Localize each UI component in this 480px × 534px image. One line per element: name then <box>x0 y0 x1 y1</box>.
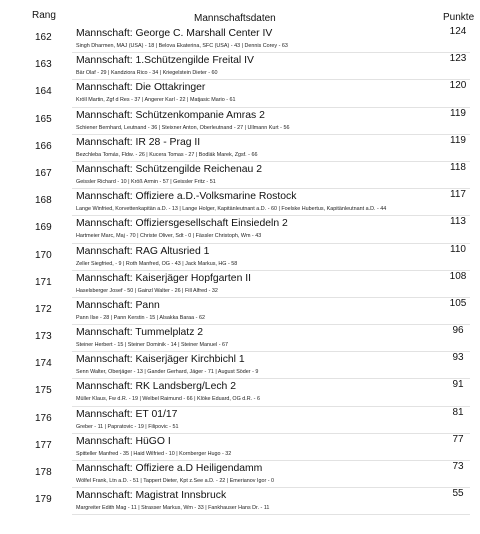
table-row <box>0 434 480 461</box>
rank-value: 164 <box>35 86 52 98</box>
points-value: 105 <box>449 297 467 309</box>
team-members: Müller Klaus, Fw d.R. - 19 | Welbel Raimund - 66 | Klöke Eduard, OG d.R. - 6 <box>76 396 260 403</box>
table-row <box>0 135 480 162</box>
team-members: Schiener Bernhard, Leutnand - 36 | Steixner Anton, Oberleutnand - 27 | Ullmann Kurt - 56 <box>76 124 290 131</box>
team-name: Mannschaft: RAG Altusried 1 <box>76 245 210 257</box>
table-row <box>0 298 480 325</box>
points-value: 55 <box>452 488 464 500</box>
team-name: Mannschaft: George C. Marshall Center IV <box>76 28 273 39</box>
team-members: Geissler Richard - 10 | Kröß Armin - 57 | Geissler Fritz - 51 <box>76 178 216 185</box>
team-members: Kröll Martin, Zgf d Res - 37 | Angerer Karl - 22 | Matjasic Mario - 61 <box>76 97 236 104</box>
team-members: Bezchleba Tomás, Fldw. - 26 | Kucera Tomas - 27 | Bodlák Marek, Zgsf. - 66 <box>76 151 258 158</box>
team-name: Mannschaft: Magistrat Innsbruck <box>76 490 227 502</box>
table-row <box>0 379 480 406</box>
points-value: 91 <box>452 379 464 391</box>
rank-value: 179 <box>35 494 52 506</box>
team-members: Pann Ilse - 28 | Pann Kerstin - 15 | Alsakka Baraa - 62 <box>76 314 205 321</box>
table-row <box>0 271 480 298</box>
team-members: Hartmeier Marc, Maj - 70 | Christe Oliver, Sdt - 0 | Fässler Christoph, Wm - 43 <box>76 233 262 240</box>
team-name: Mannschaft: HüGO I <box>76 435 171 447</box>
rank-value: 162 <box>35 32 52 43</box>
table-row <box>0 325 480 352</box>
team-members: Lange Winfried, Korvettenkapitän a.D. - 13 | Lange Holger, Kapitänleutnant a.D. - 60 | Foelske Hubertus, Kapitänleutnant a.D. - 44 <box>76 206 387 213</box>
team-members: Senn Walter, Oberjäger - 13 | Gander Gerhard, Jäger - 71 | August Söder - 9 <box>76 369 259 376</box>
team-name: Mannschaft: Tummelplatz 2 <box>76 327 204 339</box>
table-row <box>0 189 480 216</box>
rank-value: 177 <box>35 439 52 451</box>
points-value: 93 <box>452 352 464 364</box>
points-value: 108 <box>449 270 467 282</box>
points-value: 77 <box>452 433 464 445</box>
table-row <box>0 162 480 189</box>
rank-value: 174 <box>35 358 52 370</box>
rank-value: 170 <box>35 249 52 261</box>
team-name: Mannschaft: Schützengilde Reichenau 2 <box>76 163 262 175</box>
team-name: Mannschaft: ET 01/17 <box>76 408 178 420</box>
rank-value: 171 <box>35 276 52 288</box>
rank-value: 172 <box>35 303 52 315</box>
team-name: Mannschaft: Offiziersgesellschaft Einsiedeln 2 <box>76 218 288 230</box>
ranking-table <box>0 26 480 515</box>
table-row <box>0 352 480 379</box>
team-members: Spitteller Manfred - 35 | Haid Wilfried - 10 | Kornberger Hugo - 32 <box>76 450 232 457</box>
rank-value: 166 <box>35 140 52 152</box>
points-value: 110 <box>450 243 466 255</box>
team-members: Bär Olaf - 29 | Kandziora Rico - 34 | Kriegelstein Dieter - 60 <box>76 70 218 77</box>
table-row <box>0 407 480 434</box>
table-row <box>0 216 480 243</box>
rank-value: 169 <box>35 222 52 234</box>
table-header <box>0 0 480 26</box>
table-row <box>0 108 480 135</box>
team-members: Margreiter Edith Mag - 11 | Strasser Markus, Wm - 33 | Fankhauser Hans Dr. - 11 <box>76 505 270 512</box>
team-members: Singh Dharmen, MAJ (USA) - 18 | Belova Ekaterina, SFC (USA) - 43 | Dennis Corey - 63 <box>76 43 288 49</box>
team-members: Greber - 11 | Papratovic - 19 | Filipovic - 51 <box>76 423 179 430</box>
points-value: 119 <box>450 107 466 119</box>
team-name: Mannschaft: Schützenkompanie Amras 2 <box>76 109 265 121</box>
rank-value: 165 <box>35 113 52 125</box>
table-row <box>0 26 480 53</box>
rank-value: 168 <box>35 195 52 207</box>
team-name: Mannschaft: Offiziere a.D Heiligendamm <box>76 463 263 474</box>
points-value: 117 <box>450 189 466 201</box>
rank-value: 175 <box>35 385 52 397</box>
team-name: Mannschaft: 1.Schützengilde Freital IV <box>76 55 254 67</box>
rank-value: 163 <box>35 59 52 71</box>
rank-value: 167 <box>35 167 52 179</box>
table-row <box>0 244 480 271</box>
table-row <box>0 461 480 488</box>
points-value: 124 <box>449 26 467 37</box>
team-name: Mannschaft: Offiziere a.D.-Volksmarine Rostock <box>76 191 297 203</box>
rank-value: 178 <box>35 467 52 478</box>
points-value: 123 <box>449 53 467 65</box>
header-punkte: Punkte <box>443 12 475 23</box>
points-value: 96 <box>452 325 464 337</box>
points-value: 118 <box>450 161 466 173</box>
team-members: Haselsberger Josef - 50 | Gainzl Walter - 26 | Fill Alfred - 32 <box>76 287 218 294</box>
team-members: Wölfel Frank, Ltn a.D. - 51 | Tappert Dieter, Kpt z.See a.D. - 22 | Emerianov Igor - 0 <box>76 478 275 484</box>
team-members: Zeller Siegfried, - 9 | Roth Manfred, OG - 43 | Jack Markus, HG - 58 <box>76 260 238 267</box>
team-name: Mannschaft: Pann <box>76 299 160 311</box>
table-row <box>0 80 480 107</box>
team-name: Mannschaft: IR 28 - Prag II <box>76 136 201 148</box>
team-name: Mannschaft: Kaiserjäger Kirchbichl 1 <box>76 354 245 366</box>
table-row <box>0 488 480 515</box>
team-name: Mannschaft: RK Landsberg/Lech 2 <box>76 381 236 393</box>
header-rang: Rang <box>32 10 56 21</box>
table-row <box>0 53 480 80</box>
points-value: 120 <box>449 80 467 92</box>
header-mannschaftsdaten: Mannschaftsdaten <box>194 13 276 24</box>
rank-value: 173 <box>35 331 52 343</box>
points-value: 113 <box>450 216 466 228</box>
points-value: 73 <box>452 461 464 472</box>
team-name: Mannschaft: Die Ottakringer <box>76 82 206 94</box>
points-value: 119 <box>450 134 466 146</box>
points-value: 81 <box>452 406 464 418</box>
rank-value: 176 <box>35 412 52 424</box>
team-members: Steiner Herbert - 15 | Steiner Dominik - 14 | Steiner Manuel - 67 <box>76 342 229 349</box>
row-divider <box>72 514 470 515</box>
team-name: Mannschaft: Kaiserjäger Hopfgarten II <box>76 272 252 284</box>
